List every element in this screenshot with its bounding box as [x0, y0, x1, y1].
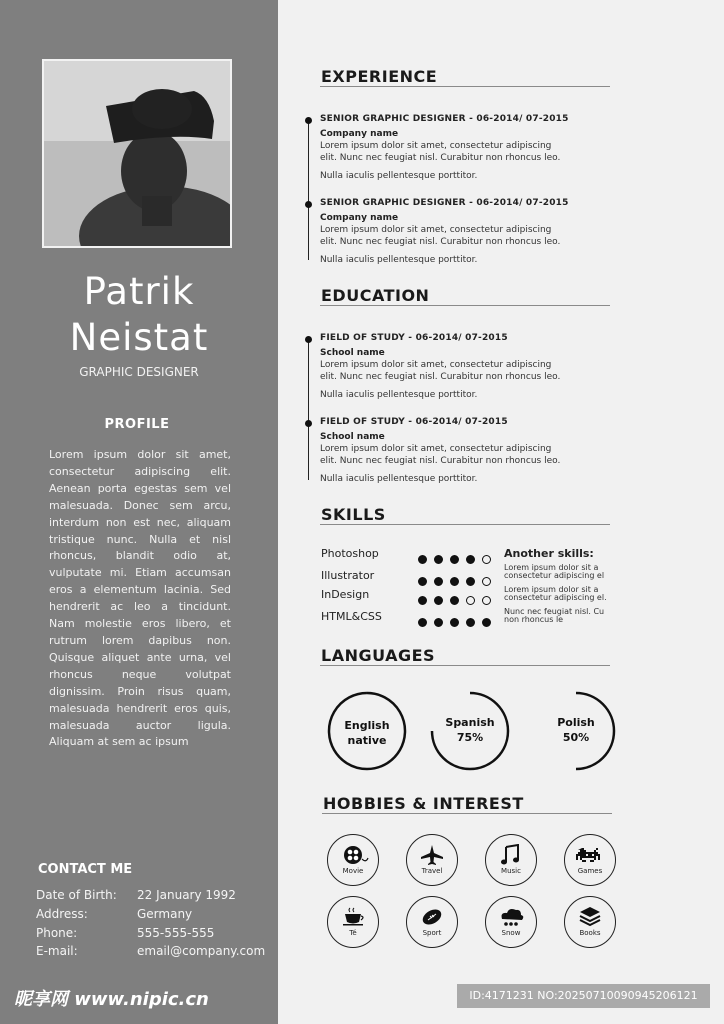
- rating-dot-filled: [450, 577, 459, 586]
- rating-dot-filled: [434, 596, 443, 605]
- section-divider: [320, 665, 610, 666]
- rating-dot-empty: [482, 596, 491, 605]
- other-skill: [504, 608, 616, 624]
- rating-dot-filled: [466, 555, 475, 564]
- other-skill: [504, 586, 616, 602]
- experience-heading: EXPERIENCE: [321, 67, 438, 86]
- languages-heading: LANGUAGES: [321, 646, 436, 665]
- entry-description: elit. Nunc nec feugiat nisl. Curabitur non rhoncus leo.: [320, 237, 561, 247]
- rating-dot-filled: [434, 577, 443, 586]
- entry-description: elit. Nunc nec feugiat nisl. Curabitur non rhoncus leo.: [320, 456, 561, 466]
- first-name: Patrik: [83, 270, 195, 313]
- hobby-books: [564, 896, 616, 948]
- hobby-label: Games: [577, 867, 603, 875]
- entry-description: Lorem ipsum dolor sit amet, consectetur adipiscing: [320, 141, 552, 151]
- section-divider: [322, 813, 612, 814]
- language-spanish: [429, 690, 511, 772]
- section-divider: [320, 524, 610, 525]
- airplane-icon: [407, 844, 457, 866]
- entry-extra: Nulla iaculis pellentesque porttitor.: [320, 390, 478, 400]
- last-name: Neistat: [69, 316, 209, 359]
- contact-value: 22 January 1992: [137, 888, 236, 902]
- entry-description: Lorem ipsum dolor sit amet, consectetur adipiscing: [320, 360, 552, 370]
- space-invader-icon: [565, 844, 615, 866]
- skill-rating: [418, 571, 498, 590]
- entry-extra: Nulla iaculis pellentesque porttitor.: [320, 171, 478, 181]
- language-name: English: [344, 719, 390, 732]
- language-polish: [535, 690, 617, 772]
- books-icon: [565, 906, 615, 928]
- hobby-label: Travel: [421, 867, 443, 875]
- rating-dot-filled: [450, 596, 459, 605]
- skill-name: InDesign: [321, 588, 370, 601]
- other-skill-line: consectetur adipiscing el.: [504, 593, 607, 602]
- hobby-label: Sport: [422, 929, 442, 937]
- experience-entry: [320, 198, 595, 265]
- snow-cloud-icon: [486, 906, 536, 928]
- hobby-music: [485, 834, 537, 886]
- tea-cup-icon: [328, 906, 378, 928]
- other-skill-line: Lorem ipsum dolor sit a: [504, 563, 599, 572]
- entry-title: FIELD OF STUDY - 06-2014/ 07-2015: [320, 417, 508, 427]
- skill-name: Photoshop: [321, 547, 379, 560]
- profile-photo: [42, 59, 232, 248]
- timeline-dot: [305, 420, 312, 427]
- football-icon: [407, 906, 457, 928]
- hobby-label: Té: [349, 929, 357, 937]
- rating-dot-filled: [418, 577, 427, 586]
- entry-description: Lorem ipsum dolor sit amet, consectetur adipiscing: [320, 444, 552, 454]
- hobby-travel: [406, 834, 458, 886]
- contact-label: Phone:: [36, 926, 78, 940]
- other-skill-line: Nunc nec feugiat nisl. Cu: [504, 607, 605, 616]
- entry-subtitle: School name: [320, 432, 385, 442]
- contact-value: Germany: [137, 907, 193, 921]
- entry-description: Lorem ipsum dolor sit amet, consectetur adipiscing: [320, 225, 552, 235]
- language-name: Polish: [557, 716, 595, 729]
- rating-dot-filled: [418, 596, 427, 605]
- hobby-games: [564, 834, 616, 886]
- skills-heading: SKILLS: [321, 505, 386, 524]
- timeline-dot: [305, 117, 312, 124]
- education-entry: [320, 333, 595, 400]
- education-timeline: [308, 339, 309, 480]
- hobby-sport: [406, 896, 458, 948]
- contact-value[interactable]: email@company.com: [137, 944, 266, 958]
- hobbies-heading: HOBBIES & INTEREST: [323, 794, 524, 813]
- language-level: native: [347, 734, 387, 747]
- profile-text: Lorem ipsum dolor sit amet, consectetur adipiscing elit. Aenean porta egestas sem vel malesuada. Donec sem arcu, interdum non est nec, aliquam tristique nunc. Nulla et nisl rhoncus, blandit odio at, vulputate mi. Etiam accumsan eros a elementum lacinia. Sed hendrerit ac leo a tincidunt. Nam molestie eros libero, et rutrum lorem dapibus non. Quisque aliquet ante urna, vel rhoncus neque volutpat dignissim. Proin risus quam, malesuada hendrerit eros quis, malesuada auctor ligula. Aliquam at sem ac ipsum: [49, 448, 231, 749]
- film-reel-icon: [328, 844, 378, 866]
- rating-dot-filled: [482, 618, 491, 627]
- skill-name: Illustrator: [321, 569, 375, 582]
- rating-dot-empty: [482, 555, 491, 564]
- skill-rating: [418, 612, 498, 631]
- rating-dot-filled: [450, 555, 459, 564]
- entry-subtitle: Company name: [320, 213, 399, 223]
- entry-description: elit. Nunc nec feugiat nisl. Curabitur non rhoncus leo.: [320, 153, 561, 163]
- language-name: Spanish: [445, 716, 495, 729]
- rating-dot-empty: [466, 596, 475, 605]
- other-skill-line: consectetur adipiscing el: [504, 571, 605, 580]
- contact-label: E-mail:: [36, 944, 78, 958]
- sidebar: [0, 0, 278, 1024]
- entry-extra: Nulla iaculis pellentesque porttitor.: [320, 474, 478, 484]
- hobby-movie: [327, 834, 379, 886]
- profile-heading: PROFILE: [104, 417, 170, 432]
- entry-extra: Nulla iaculis pellentesque porttitor.: [320, 255, 478, 265]
- entry-title: SENIOR GRAPHIC DESIGNER - 06-2014/ 07-2015: [320, 114, 569, 124]
- entry-title: SENIOR GRAPHIC DESIGNER - 06-2014/ 07-2015: [320, 198, 569, 208]
- experience-entry: [320, 114, 595, 181]
- entry-subtitle: Company name: [320, 129, 399, 139]
- experience-timeline: [308, 120, 309, 260]
- rating-dot-filled: [418, 618, 427, 627]
- entry-title: FIELD OF STUDY - 06-2014/ 07-2015: [320, 333, 508, 343]
- music-note-icon: [486, 844, 536, 866]
- rating-dot-filled: [450, 618, 459, 627]
- job-title: GRAPHIC DESIGNER: [79, 365, 199, 379]
- watermark-site: 昵享网 www.nipic.cn: [14, 989, 209, 1010]
- other-skill-line: Lorem ipsum dolor sit a: [504, 585, 599, 594]
- section-divider: [320, 86, 610, 87]
- entry-description: elit. Nunc nec feugiat nisl. Curabitur non rhoncus leo.: [320, 372, 561, 382]
- timeline-dot: [305, 336, 312, 343]
- hobby-label: Music: [501, 867, 521, 875]
- timeline-dot: [305, 201, 312, 208]
- watermark-id: ID:4171231 NO:20250710090945206121: [457, 984, 710, 1008]
- skill-rating: [418, 549, 498, 568]
- contact-value: 555-555-555: [137, 926, 215, 940]
- hobby-snow: [485, 896, 537, 948]
- rating-dot-filled: [434, 555, 443, 564]
- other-skills-heading: Another skills:: [504, 547, 594, 560]
- rating-dot-filled: [418, 555, 427, 564]
- other-skill-line: non rhoncus le: [504, 615, 564, 624]
- hobby-label: Movie: [342, 867, 364, 875]
- other-skill: [504, 564, 616, 580]
- language-level: 50%: [562, 731, 590, 744]
- rating-dot-filled: [466, 577, 475, 586]
- rating-dot-filled: [434, 618, 443, 627]
- rating-dot-empty: [482, 577, 491, 586]
- education-heading: EDUCATION: [321, 286, 430, 305]
- contact-label: Address:: [36, 907, 88, 921]
- language-english: [326, 690, 408, 772]
- entry-subtitle: School name: [320, 348, 385, 358]
- education-entry: [320, 417, 595, 484]
- hobby-tea: [327, 896, 379, 948]
- hobby-label: Snow: [501, 929, 521, 937]
- skill-rating: [418, 590, 498, 609]
- section-divider: [320, 305, 610, 306]
- hobby-label: Books: [579, 929, 601, 937]
- rating-dot-filled: [466, 618, 475, 627]
- contact-heading: CONTACT ME: [38, 862, 133, 877]
- skill-name: HTML&CSS: [321, 610, 382, 623]
- language-level: 75%: [456, 731, 484, 744]
- contact-label: Date of Birth:: [36, 888, 117, 902]
